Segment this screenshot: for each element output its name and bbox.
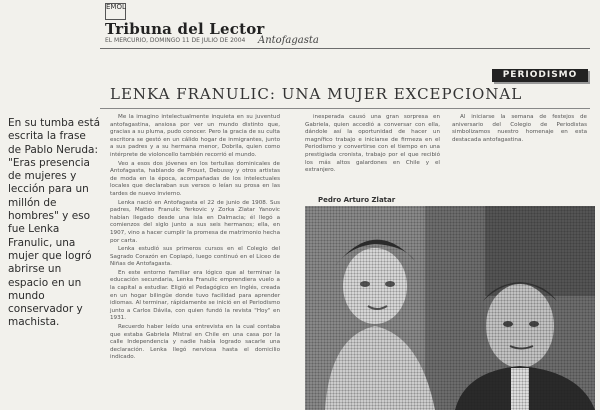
column-2-text-a xyxy=(305,114,440,174)
column-2-text-b xyxy=(452,114,587,168)
portrait-photo xyxy=(305,206,595,410)
handwritten-note: Antofagasta xyxy=(258,35,319,46)
author-credit: Pedro Arturo Zlatar xyxy=(318,196,396,204)
pull-quote: En su tumba está escrita la frase de Pablo Neruda: "Eras presencia de mujeres y lección para un millón de hombres" y eso fue Lenka Franulic, una mujer que logró abrirse un espacio en un mundo conservador y machista. xyxy=(8,117,101,329)
section-title: Tribuna del Lector xyxy=(105,20,265,38)
paragraph: En este entorno familiar era lógico que al terminar la educación secundaria, Lenka Franulic emprendiera vuelo a la capital a estudiar. Eligió el Pedagógico en Inglés, creada en un hogar bilingüe donde tuvo facilidad para aprender idiomas. Al terminar, rápidamente se inició en el Periodismo junto a Carlos Dávila, con quien fundó la revista "Hoy" en 1931. xyxy=(110,269,280,322)
paragraph: Lenka nació en Antofagasta el 22 de junio de 1908. Sus padres, Matteo Franulic Yerkovic y Zorka Zlatar Yanovic habían llegado desde una isla en Dalmacia; él llegó a comienzos del siglo junto a sus seis hermanos; ella, en 1907, vino a hacer cumplir la promesa de matrimonio hecha por carta. xyxy=(110,199,280,244)
paragraph: inesperada causó una gran sorpresa en Gabriela, quien accedió a conversar con ella, dándole así la oportunidad de hacer un magnífico trabajo e iniciarse de firmeza en el Periodismo y convertirse con el tiempo en una prestigiada cronista, trabajo por el que recibió los más altos galardones en Chile y el extranjero. xyxy=(305,114,440,174)
paragraph: Lenka estudió sus primeros cursos en el Colegio del Sagrado Corazón en Copiapó, luego continuó en el Liceo de Niñas de Antofagasta. xyxy=(110,246,280,268)
halftone-overlay xyxy=(305,206,595,410)
paragraph: Veo a esos dos jóvenes en los tertulias dominicales de Antofagasta, hablando de Proust, Debussy y otros artistas de moda en la época, acompañadas de los intelectuales locales que declaraban sus versos o leían su prosa en las tardes de nuevo invierno. xyxy=(110,160,280,197)
headline-rule xyxy=(100,108,590,109)
article-column-2 xyxy=(305,114,587,194)
masthead-rule xyxy=(100,48,590,49)
category-badge: PERIODISMO xyxy=(492,69,588,82)
dateline: EL MERCURIO, DOMINGO 11 DE JULIO DE 2004 xyxy=(105,37,246,44)
article-column-1 xyxy=(110,114,280,404)
paragraph: Me la imagino intelectualmente inquieta en su juventud antofagastina, ansiosa por ver un mundo distinto que, gracias a su pluma, pudo conocer. Pero la gracia de su culta escritora se gestó en un cálido hogar de inmigrantes, junto a sus padres y a su hermana menor, Dobrila, quien como intérprete de violoncello también recorrió el mundo. xyxy=(110,114,280,158)
article-headline: LENKA FRANULIC: UNA MUJER EXCEPCIONAL xyxy=(110,85,523,103)
newspaper-logo: EMOL xyxy=(105,3,126,20)
paragraph: Recuerdo haber leído una entrevista en la cual contaba que estaba Gabriela Mistral en Chile en una casa por la calle Independencia y nadie había logrado sacarle una declaración. Lenka llegó nerviosa hasta el domicilio indicado. xyxy=(110,324,280,361)
paragraph: Al iniciarse la semana de festejos de aniversario del Colegio de Periodistas simbolizamos nuestro homenaje en esta destacada antofagastina. xyxy=(452,114,587,143)
